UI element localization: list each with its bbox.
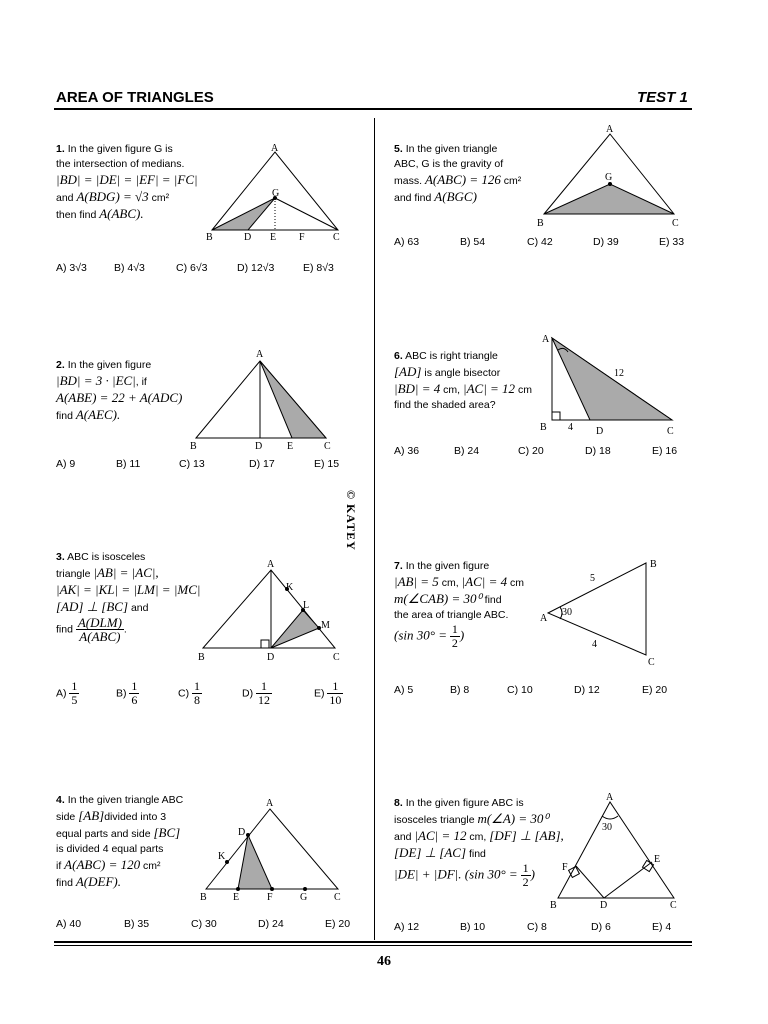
svg-text:G: G (300, 892, 308, 903)
svg-text:E: E (270, 232, 277, 243)
svg-text:B: B (650, 559, 657, 570)
choices-7 (394, 684, 694, 700)
choice-a[interactable]: A) $\frac{1}{5}$ (56, 679, 78, 707)
svg-text:D: D (596, 426, 604, 437)
choice-c[interactable]: C) 30 (191, 918, 217, 930)
svg-text:K: K (286, 582, 294, 593)
choice-d[interactable]: D) 18 (585, 445, 611, 457)
svg-text:D: D (238, 827, 246, 838)
question-5: 5. In the given triangle ABC, G is the gravity of mass. A(ABC) = 126 cm² and find A(BGC) (394, 143, 522, 204)
svg-text:D: D (255, 441, 263, 452)
choice-c[interactable]: C) 20 (518, 445, 544, 457)
svg-text:4: 4 (568, 422, 573, 433)
footer-rule-thin (54, 945, 692, 946)
figure-7 (534, 555, 684, 670)
choice-c[interactable]: C) $\frac{1}{8}$ (178, 679, 201, 707)
svg-text:A: A (542, 334, 550, 345)
question-6: 6. ABC is right triangle [AD] is angle bisector |BD| = 4 cm, |AC| = 12 cm find the shaded area? (394, 350, 532, 411)
figure-2 (186, 345, 346, 455)
choice-a[interactable]: A) 63 (394, 236, 420, 248)
choice-d[interactable]: D) 6 (591, 921, 611, 933)
question-4: 4. In the given triangle ABC side [AB]divided into 3 equal parts and side [BC] is divided 4 equal parts if A(ABC) = 120 cm² find A(DEF). (56, 794, 184, 889)
choice-b[interactable]: B) 24 (454, 445, 480, 457)
choice-a[interactable]: A) 12 (394, 921, 420, 933)
svg-text:F: F (267, 892, 273, 903)
svg-text:L: L (303, 600, 310, 611)
choice-e[interactable]: E) 20 (325, 918, 351, 930)
svg-text:K: K (218, 851, 226, 862)
svg-text:M: M (321, 620, 330, 631)
choice-c[interactable]: C) 8 (527, 921, 547, 933)
figure-6 (534, 330, 684, 440)
svg-text:E: E (287, 441, 294, 452)
svg-text:B: B (550, 900, 557, 910)
svg-text:A: A (606, 124, 614, 135)
svg-text:C: C (324, 441, 331, 452)
choice-e[interactable]: E) 4 (652, 921, 672, 933)
choice-b[interactable]: B) 54 (460, 236, 486, 248)
choice-e[interactable]: E) 16 (652, 445, 678, 457)
svg-text:A: A (606, 792, 614, 803)
choices-2 (56, 458, 366, 474)
svg-text:G: G (272, 188, 280, 199)
svg-text:D: D (244, 232, 252, 243)
choice-b[interactable]: B) 35 (124, 918, 150, 930)
choice-a[interactable]: A) 3√3 (56, 262, 87, 274)
figure-4 (196, 795, 351, 905)
choice-a[interactable]: A) 36 (394, 445, 420, 457)
svg-text:F: F (299, 232, 305, 243)
page-title: AREA OF TRIANGLES (56, 89, 214, 106)
choice-d[interactable]: D) 12 (574, 684, 600, 696)
choices-5 (394, 236, 694, 252)
figure-1 (200, 140, 350, 245)
question-3: 3. ABC is isosceles triangle |AB| = |AC|, |AK| = |KL| = |LM| = |MC| [AD] ⊥ [BC] and find $\frac{\text{A(DLM)}}{\text{A(ABC)}}$ . (56, 551, 201, 644)
svg-text:D: D (267, 652, 275, 663)
column-divider (374, 118, 375, 940)
choice-d[interactable]: D) 17 (249, 458, 275, 470)
choices-1 (56, 262, 366, 278)
choices-6 (394, 445, 694, 461)
choice-b[interactable]: B) 8 (450, 684, 470, 696)
svg-text:C: C (333, 652, 340, 663)
svg-text:A: A (267, 559, 275, 570)
figure-8 (546, 790, 688, 910)
choices-3 (56, 680, 366, 712)
svg-text:4: 4 (592, 639, 597, 650)
choice-b[interactable]: B) 10 (460, 921, 486, 933)
choice-c[interactable]: C) 6√3 (176, 262, 208, 274)
choice-d[interactable]: D) 39 (593, 236, 619, 248)
choice-a[interactable]: A) 5 (394, 684, 414, 696)
svg-text:30: 30 (602, 822, 612, 833)
test-label: TEST 1 (637, 89, 688, 106)
svg-text:B: B (198, 652, 205, 663)
svg-text:5: 5 (590, 573, 595, 584)
figure-3 (195, 558, 350, 666)
svg-text:30: 30 (562, 607, 572, 618)
choice-e[interactable]: E) $\frac{1}{10}$ (314, 679, 342, 707)
svg-text:A: A (540, 613, 548, 624)
choice-e[interactable]: E) 15 (314, 458, 340, 470)
svg-text:A: A (266, 798, 274, 809)
page-number: 46 (377, 954, 391, 969)
question-1: 1. In the given figure G is the intersection of medians. |BD| = |DE| = |EF| = |FC| and A(BDG) = √3 cm² then find A(ABC). (56, 143, 198, 221)
svg-text:B: B (200, 892, 207, 903)
choice-e[interactable]: E) 33 (659, 236, 685, 248)
choice-b[interactable]: B) 11 (116, 458, 141, 470)
choice-c[interactable]: C) 42 (527, 236, 553, 248)
svg-text:C: C (648, 657, 655, 668)
svg-text:G: G (605, 172, 613, 183)
svg-text:C: C (334, 892, 341, 903)
svg-text:B: B (537, 218, 544, 229)
choice-d[interactable]: D) $\frac{1}{12}$ (242, 679, 271, 707)
question-2: 2. In the given figure |BD| = 3 · |EC|, if A(ABE) = 22 + A(ADC) find A(AEC). (56, 359, 183, 422)
svg-text:A: A (256, 349, 264, 360)
question-8: 8. In the given figure ABC is isosceles triangle m(∠A) = 30⁰ and |AC| = 12 cm, [DF] ⊥ [AB], [DE] ⊥ [AC] find |DE| + |DF|. (sin 30° = $\frac{1}{2}$ ) (394, 797, 564, 889)
choice-c[interactable]: C) 13 (179, 458, 205, 470)
svg-text:C: C (672, 218, 679, 229)
choice-d[interactable]: D) 12√3 (237, 262, 275, 274)
svg-text:F: F (562, 862, 568, 873)
svg-text:C: C (667, 426, 674, 437)
choice-b[interactable]: B) $\frac{1}{6}$ (116, 679, 138, 707)
choice-c[interactable]: C) 10 (507, 684, 533, 696)
choice-a[interactable]: A) 9 (56, 458, 76, 470)
svg-text:C: C (670, 900, 677, 910)
choice-b[interactable]: B) 4√3 (114, 262, 145, 274)
question-7: 7. In the given figure |AB| = 5 cm, |AC| = 4 cm m(∠CAB) = 30⁰ find the area of triangle ABC. (sin 30° = $\frac{1}{2}$ ) (394, 560, 525, 650)
header-rule (54, 108, 692, 110)
svg-text:B: B (540, 422, 547, 433)
choice-a[interactable]: A) 40 (56, 918, 82, 930)
footer-rule (54, 941, 692, 943)
svg-text:12: 12 (614, 368, 624, 379)
choices-4 (56, 918, 366, 934)
svg-text:E: E (233, 892, 240, 903)
choice-d[interactable]: D) 24 (258, 918, 284, 930)
choice-e[interactable]: E) 20 (642, 684, 668, 696)
svg-text:E: E (654, 854, 661, 865)
svg-text:A: A (271, 143, 279, 154)
svg-text:B: B (206, 232, 213, 243)
svg-text:D: D (600, 900, 608, 910)
choices-8 (394, 921, 694, 937)
figure-5 (532, 120, 692, 230)
svg-text:C: C (333, 232, 340, 243)
copyright-mark: © KATEY (344, 490, 358, 551)
choice-e[interactable]: E) 8√3 (303, 262, 334, 274)
svg-text:B: B (190, 441, 197, 452)
